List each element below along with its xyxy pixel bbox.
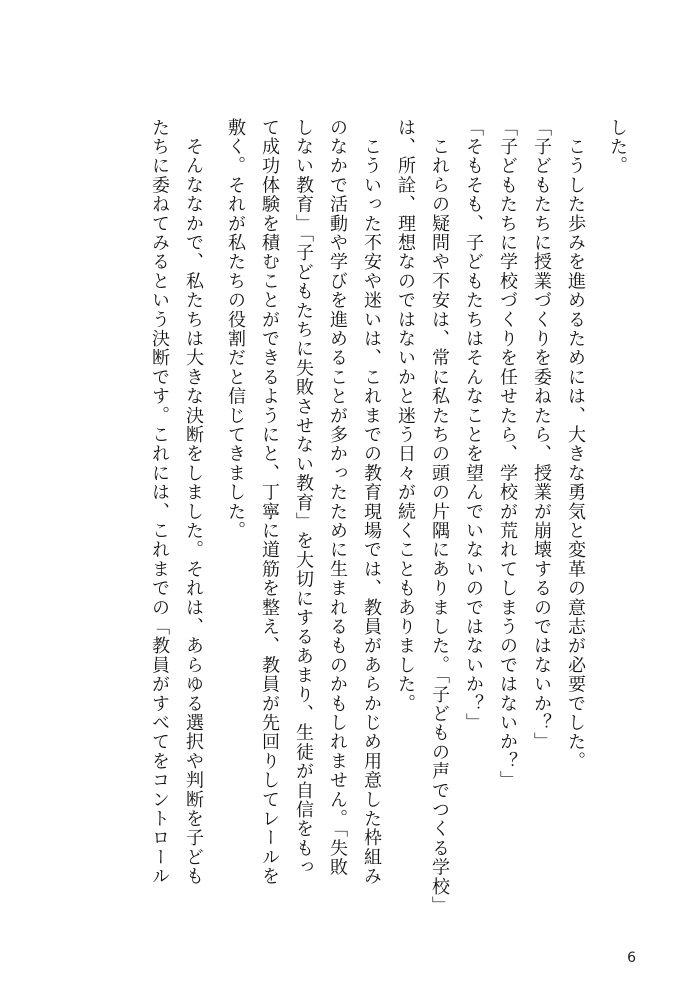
- text-line: は、所詮、理想なのではないかと迷う日々が続くこともありました。: [395, 118, 416, 714]
- paragraph-gap: [592, 118, 600, 878]
- text-line: した。: [607, 118, 628, 176]
- text-line: 敷く。それが私たちの役割だと信じてきました。: [225, 118, 246, 541]
- page-number: 6: [627, 950, 636, 966]
- text-line: 「子どもたちに学校づくりを任せたら、学校が荒れてしまうのではないか？」: [497, 118, 518, 790]
- text-line: これらの疑問や不安は、常に私たちの頭の片隅にありました。「子どもの声でつくる学校」: [429, 118, 450, 916]
- text-line: 「そもそも、子どもたちはそんなことを望んでいないのではないか？」: [463, 118, 484, 733]
- text-line: のなかで活動や学びを進めることが多かったために生まれるものかもしれません。「失敗: [327, 118, 348, 877]
- text-line: て成功体験を積むことができるようにと、丁寧に道筋を整え、教員が先回りしてレールを: [259, 118, 280, 886]
- text-line: しない教育」「子どもたちに失敗させない教育」を大切にするあまり、生徒が自信をもっ: [293, 118, 314, 877]
- text-line: たちに委ねてみるという決断です。これには、これまでの「教員がすべてをコントロール: [149, 118, 170, 886]
- text-line: 「子どもたちに授業づくりを委ねたら、授業が崩壊するのではないか？」: [531, 118, 552, 752]
- text-line: こうした歩みを進めるためには、大きな勇気と変革の意志が必要でした。: [565, 118, 586, 771]
- paragraph-gap: [210, 118, 218, 878]
- text-line: そんななかで、私たちは大きな決断をしました。それは、あらゆる選択や判断を子ども: [183, 118, 204, 886]
- vertical-text-body: [142, 118, 634, 916]
- text-line: こういった不安や迷いは、これまでの教育現場では、教員があらかじめ用意した枠組み: [361, 118, 382, 886]
